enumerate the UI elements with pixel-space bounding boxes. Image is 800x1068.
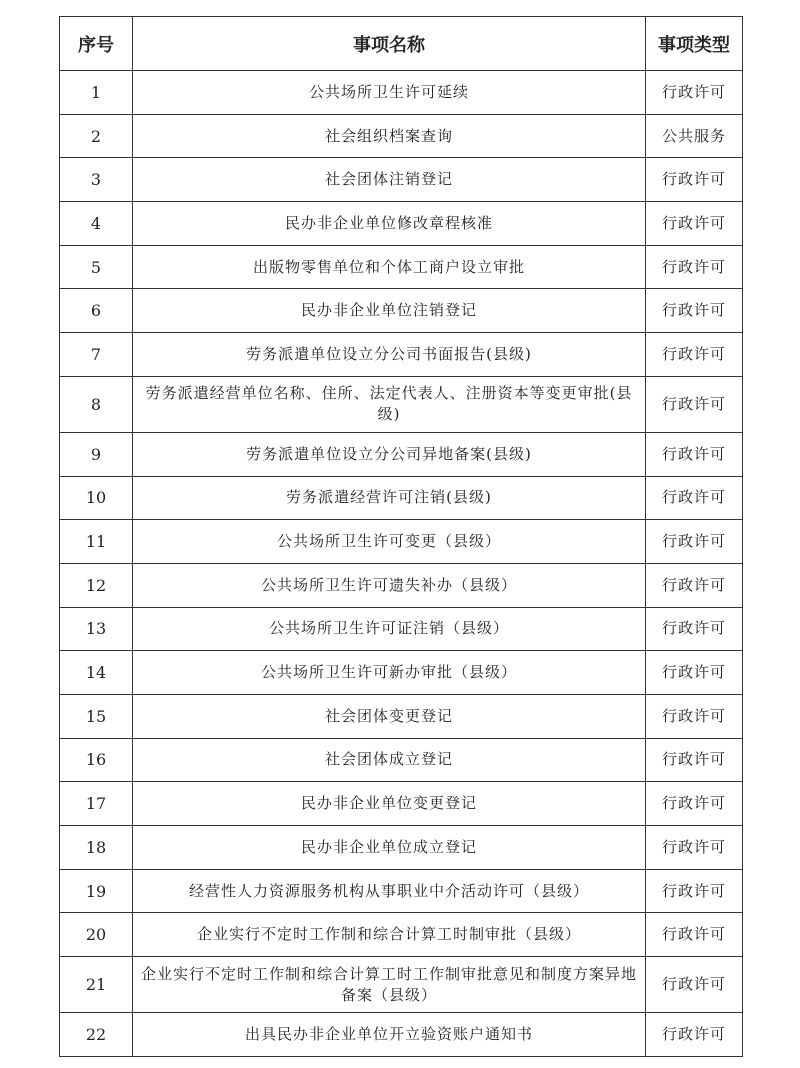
- row-name: 民办非企业单位修改章程核准: [133, 202, 646, 246]
- table-row: [60, 158, 743, 202]
- row-type: 公共服务: [646, 114, 743, 158]
- table-row: [60, 782, 743, 826]
- table-row: [60, 563, 743, 607]
- table-row: [60, 913, 743, 957]
- row-name: 公共场所卫生许可证注销（县级）: [133, 607, 646, 651]
- row-type: 行政许可: [646, 158, 743, 202]
- row-type: 行政许可: [646, 376, 743, 432]
- table-row: [60, 520, 743, 564]
- table-row: [60, 957, 743, 1013]
- table-row: [60, 202, 743, 246]
- row-type: 行政许可: [646, 71, 743, 115]
- row-name: 社会组织档案查询: [133, 114, 646, 158]
- row-seq: 6: [60, 289, 133, 333]
- row-seq: 15: [60, 694, 133, 738]
- row-name: 劳务派遣经营许可注销(县级): [133, 476, 646, 520]
- row-name: 劳务派遣单位设立分公司书面报告(县级): [133, 333, 646, 377]
- row-name: 民办非企业单位变更登记: [133, 782, 646, 826]
- row-type: 行政许可: [646, 563, 743, 607]
- header-seq: 序号: [60, 17, 133, 71]
- row-name: 社会团体注销登记: [133, 158, 646, 202]
- row-seq: 3: [60, 158, 133, 202]
- row-type: 行政许可: [646, 694, 743, 738]
- table-row: [60, 289, 743, 333]
- row-type: 行政许可: [646, 476, 743, 520]
- row-seq: 4: [60, 202, 133, 246]
- row-seq: 17: [60, 782, 133, 826]
- row-type: 行政许可: [646, 913, 743, 957]
- row-name: 公共场所卫生许可变更（县级）: [133, 520, 646, 564]
- row-seq: 8: [60, 376, 133, 432]
- row-name: 社会团体成立登记: [133, 738, 646, 782]
- row-type: 行政许可: [646, 957, 743, 1013]
- row-type: 行政许可: [646, 202, 743, 246]
- row-name: 民办非企业单位注销登记: [133, 289, 646, 333]
- row-seq: 21: [60, 957, 133, 1013]
- row-name: 公共场所卫生许可延续: [133, 71, 646, 115]
- table-row: [60, 432, 743, 476]
- table-row: [60, 376, 743, 432]
- row-name: 公共场所卫生许可新办审批（县级）: [133, 651, 646, 695]
- table-row: [60, 869, 743, 913]
- row-name: 劳务派遣经营单位名称、住所、法定代表人、注册资本等变更审批(县级): [133, 376, 646, 432]
- table-row: [60, 694, 743, 738]
- table-row: [60, 333, 743, 377]
- row-type: 行政许可: [646, 289, 743, 333]
- table-row: [60, 71, 743, 115]
- row-seq: 9: [60, 432, 133, 476]
- row-name: 企业实行不定时工作制和综合计算工时工作制审批意见和制度方案异地备案（县级）: [133, 957, 646, 1013]
- row-seq: 20: [60, 913, 133, 957]
- row-type: 行政许可: [646, 826, 743, 870]
- row-seq: 10: [60, 476, 133, 520]
- table-row: [60, 476, 743, 520]
- table-header-row: [60, 17, 743, 71]
- row-seq: 16: [60, 738, 133, 782]
- row-type: 行政许可: [646, 738, 743, 782]
- row-seq: 11: [60, 520, 133, 564]
- row-name: 经营性人力资源服务机构从事职业中介活动许可（县级）: [133, 869, 646, 913]
- row-name: 社会团体变更登记: [133, 694, 646, 738]
- row-seq: 5: [60, 245, 133, 289]
- row-name: 公共场所卫生许可遗失补办（县级）: [133, 563, 646, 607]
- row-seq: 22: [60, 1013, 133, 1057]
- header-name: 事项名称: [133, 17, 646, 71]
- items-table: [59, 16, 743, 1057]
- row-name: 出版物零售单位和个体工商户设立审批: [133, 245, 646, 289]
- row-type: 行政许可: [646, 782, 743, 826]
- row-type: 行政许可: [646, 1013, 743, 1057]
- table-row: [60, 245, 743, 289]
- row-type: 行政许可: [646, 432, 743, 476]
- row-seq: 18: [60, 826, 133, 870]
- header-type: 事项类型: [646, 17, 743, 71]
- row-name: 劳务派遣单位设立分公司异地备案(县级): [133, 432, 646, 476]
- row-type: 行政许可: [646, 869, 743, 913]
- row-seq: 14: [60, 651, 133, 695]
- table-row: [60, 738, 743, 782]
- row-type: 行政许可: [646, 520, 743, 564]
- table-row: [60, 1013, 743, 1057]
- table-row: [60, 826, 743, 870]
- table-row: [60, 114, 743, 158]
- table-body: [60, 71, 743, 1057]
- row-seq: 19: [60, 869, 133, 913]
- row-name: 企业实行不定时工作制和综合计算工时制审批（县级）: [133, 913, 646, 957]
- row-type: 行政许可: [646, 333, 743, 377]
- row-seq: 1: [60, 71, 133, 115]
- row-name: 民办非企业单位成立登记: [133, 826, 646, 870]
- row-type: 行政许可: [646, 651, 743, 695]
- table-row: [60, 651, 743, 695]
- row-seq: 2: [60, 114, 133, 158]
- table-row: [60, 607, 743, 651]
- row-name: 出具民办非企业单位开立验资账户通知书: [133, 1013, 646, 1057]
- row-type: 行政许可: [646, 245, 743, 289]
- row-seq: 13: [60, 607, 133, 651]
- row-seq: 7: [60, 333, 133, 377]
- row-type: 行政许可: [646, 607, 743, 651]
- row-seq: 12: [60, 563, 133, 607]
